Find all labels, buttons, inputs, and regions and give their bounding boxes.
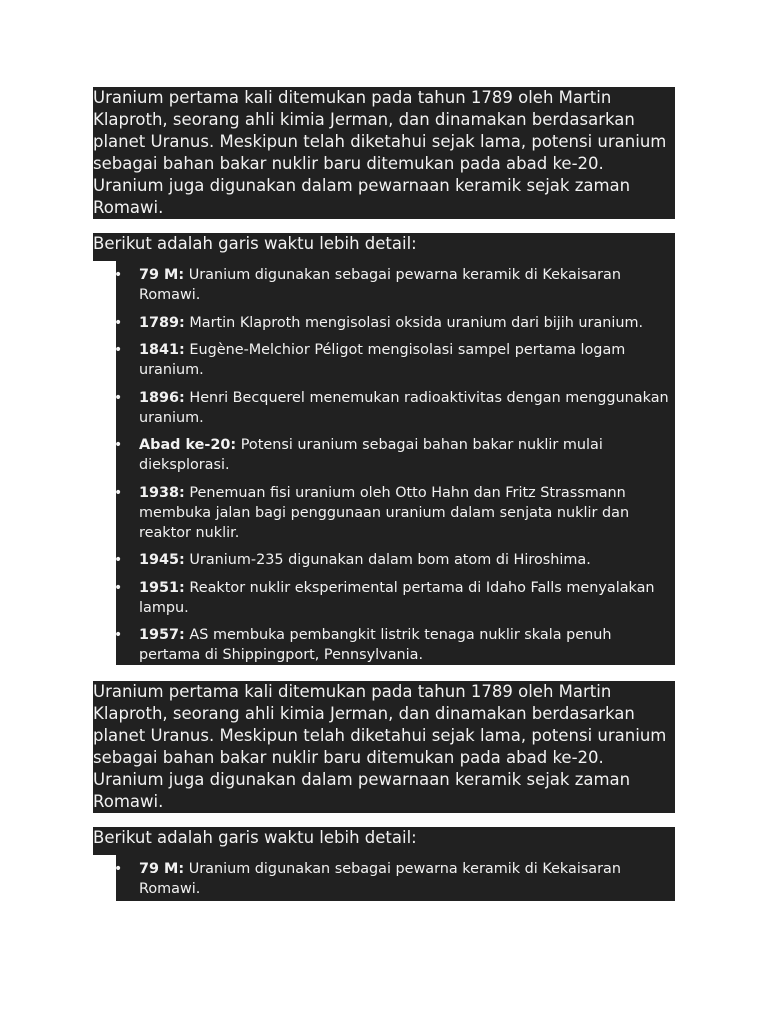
timeline-item-date: 1945: xyxy=(139,552,185,568)
timeline-item-date: 79 M: xyxy=(139,267,185,283)
paragraph-gap xyxy=(93,219,675,233)
timeline-item xyxy=(139,625,675,665)
timeline-intro: Berikut adalah garis waktu lebih detail: xyxy=(93,827,675,855)
timeline-item-date: Abad ke-20: xyxy=(139,437,237,453)
timeline-item-date: 1957: xyxy=(139,627,185,643)
timeline-item-text: Penemuan fisi uranium oleh Otto Hahn dan Fritz Strassmann membuka jalan bagi penggunaan uranium dalam senjata nuklir dan reaktor nuklir. xyxy=(139,484,630,541)
timeline-background xyxy=(116,261,675,665)
timeline-list xyxy=(116,855,675,901)
timeline-item-text: Eugène-Melchior Péligot mengisolasi sampel pertama logam uranium. xyxy=(139,342,626,378)
timeline-intro: Berikut adalah garis waktu lebih detail: xyxy=(93,233,675,261)
content-block xyxy=(93,87,675,665)
paragraph-background xyxy=(93,681,675,813)
timeline-item xyxy=(139,435,675,475)
timeline-item-text: Reaktor nuklir eksperimental pertama di Idaho Falls menyalakan lampu. xyxy=(139,579,655,616)
history-paragraph: Uranium pertama kali ditemukan pada tahun 1789 oleh Martin Klaproth, seorang ahli kimia Jerman, dan dinamakan berdasarkan planet Uranus. Meskipun telah diketahui sejak lama, potensi uranium sebagai bahan bakar nuklir baru ditemukan pada abad ke-20. Uranium juga digunakan dalam pewarnaan keramik sejak zaman Romawi. xyxy=(93,88,667,217)
timeline-item-date: 79 M: xyxy=(139,861,185,877)
timeline-item xyxy=(139,578,675,618)
timeline-item-date: 1951: xyxy=(139,579,185,596)
paragraph-gap xyxy=(93,813,675,827)
timeline-item-date: 1896: xyxy=(139,389,185,406)
timeline-item xyxy=(139,265,675,305)
timeline-item-text: Uranium digunakan sebagai pewarna keramik di Kekaisaran Romawi. xyxy=(139,861,621,897)
timeline-item-date: 1938: xyxy=(139,484,185,501)
timeline-item-text: Uranium-235 digunakan dalam bom atom di Hiroshima. xyxy=(184,552,591,568)
timeline-item xyxy=(139,483,675,543)
timeline-background xyxy=(116,855,675,901)
timeline-item xyxy=(139,313,675,333)
timeline-item xyxy=(139,388,675,428)
timeline-item-text: Henri Becquerel menemukan radioaktivitas dengan menggunakan uranium. xyxy=(139,389,669,426)
repeated-content-block xyxy=(93,681,675,901)
paragraph-background xyxy=(93,87,675,219)
timeline-item-text: Potensi uranium sebagai bahan bakar nuklir mulai dieksplorasi. xyxy=(139,437,603,473)
timeline-item-text: Uranium digunakan sebagai pewarna keramik di Kekaisaran Romawi. xyxy=(139,267,621,303)
timeline-item xyxy=(139,859,675,901)
history-paragraph: Uranium pertama kali ditemukan pada tahun 1789 oleh Martin Klaproth, seorang ahli kimia Jerman, dan dinamakan berdasarkan planet Uranus. Meskipun telah diketahui sejak lama, potensi uranium sebagai bahan bakar nuklir baru ditemukan pada abad ke-20. Uranium juga digunakan dalam pewarnaan keramik sejak zaman Romawi. xyxy=(93,682,667,811)
timeline-item-date: 1789: xyxy=(139,314,185,331)
timeline-list xyxy=(116,261,675,665)
timeline-item xyxy=(139,340,675,380)
timeline-item-text: Martin Klaproth mengisolasi oksida uranium dari bijih uranium. xyxy=(184,314,644,331)
timeline-item-date: 1841: xyxy=(139,342,185,358)
timeline-item xyxy=(139,550,675,570)
timeline-item-text: AS membuka pembangkit listrik tenaga nuklir skala penuh pertama di Shippingport, Pennsylvania. xyxy=(139,627,612,663)
